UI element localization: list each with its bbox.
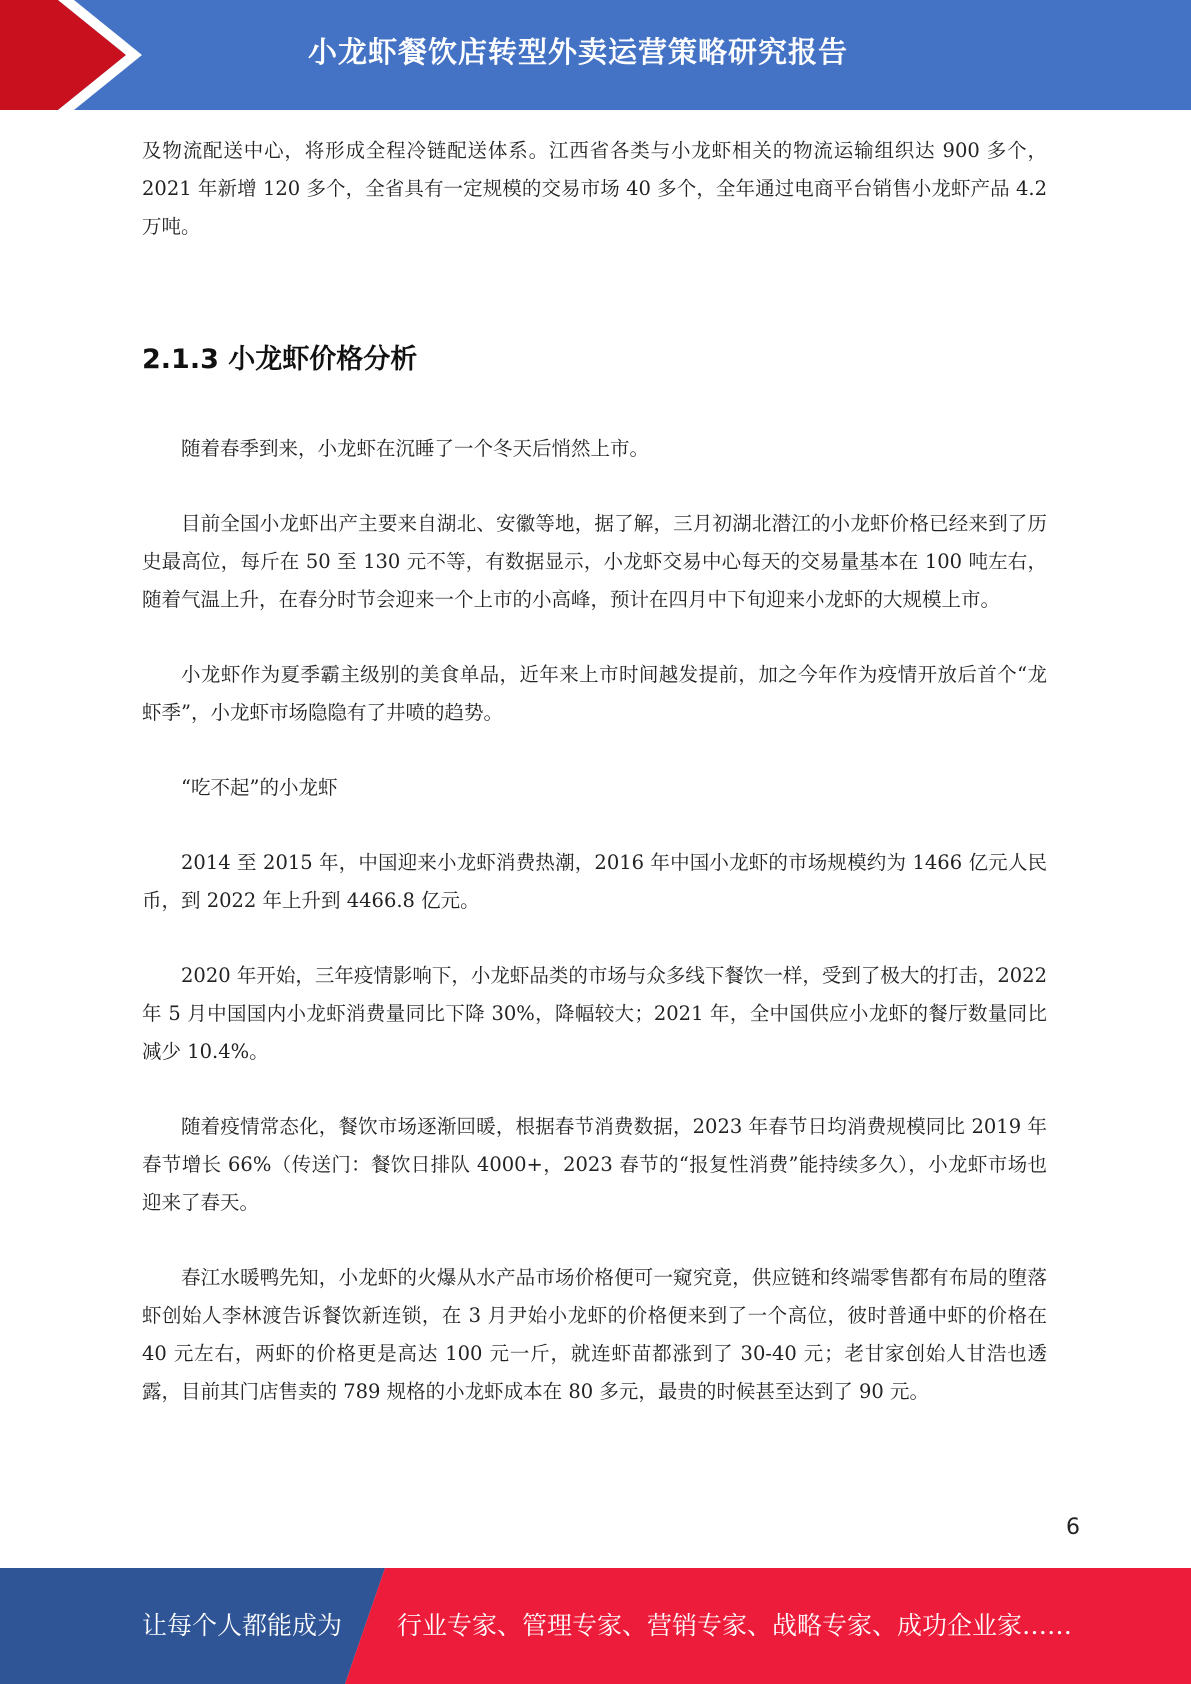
paragraph-5: 2020 年开始，三年疫情影响下，小龙虾品类的市场与众多线下餐饮一样，受到了极大的打击，2022 年 5 月中国国内小龙虾消费量同比下降 30%，降幅较大；2021 年，全中国供应小龙虾的餐厅数量同比减少 10.4%。 [142,964,1047,1063]
header-arrow-decoration [0,0,160,110]
paragraph-4: 2014 至 2015 年，中国迎来小龙虾消费热潮，2016 年中国小龙虾的市场规模约为 1466 亿元人民币，到 2022 年上升到 4466.8 亿元。 [142,851,1047,912]
paragraph-6: 随着疫情常态化，餐饮市场逐渐回暖，根据春节消费数据，2023 年春节日均消费规模同比 2019 年春节增长 66%（传送门：餐饮日排队 4000+，2023 春节的“报复性消费”能持续多久），小龙虾市场也迎来了春天。 [142,1115,1047,1214]
page-header [0,0,1191,110]
page-number: 6 [1066,1515,1080,1540]
document-title: 小龙虾餐饮店转型外卖运营策略研究报告 [307,34,848,69]
paragraph-7: 春江水暖鸭先知，小龙虾的火爆从水产品市场价格便可一窥究竟，供应链和终端零售都有布局的堕落虾创始人李林渡告诉餐饮新连锁，在 3 月尹始小龙虾的价格便来到了一个高位，彼时普通中虾的价格在 40 元左右，两虾的价格更是高达 100 元一斤，就连虾苗都涨到了 30-40 元；老甘家创始人甘浩也透露，目前其门店售卖的 789 规格的小龙虾成本在 80 多元，最贵的时候甚至达到了 90 元。 [142,1266,1047,1403]
paragraph-2: 目前全国小龙虾出产主要来自湖北、安徽等地，据了解，三月初湖北潜江的小龙虾价格已经来到了历史最高位，每斤在 50 至 130 元不等，有数据显示，小龙虾交易中心每天的交易量基本在 100 吨左右，随着气温上升，在春分时节会迎来一个上市的小高峰，预计在四月中下旬迎来小龙虾的大规模上市。 [142,512,1047,611]
section-heading: 2.1.3 小龙虾价格分析 [142,344,418,375]
page-footer [0,1568,1191,1684]
footer-slogan-left: 让每个人都能成为 [142,1611,343,1640]
intro-paragraph: 及物流配送中心，将形成全程冷链配送体系。江西省各类与小龙虾相关的物流运输组织达 900 多个，2021 年新增 120 多个，全省具有一定规模的交易市场 40 多个，全年通过电商平台销售小龙虾产品 4.2 万吨。 [142,139,1047,238]
document-body [142,132,1047,1411]
footer-slogan-right: 行业专家、管理专家、营销专家、战略专家、成功企业家…… [397,1611,1073,1640]
subheading-paragraph: “吃不起”的小龙虾 [181,776,338,799]
paragraph-1: 随着春季到来，小龙虾在沉睡了一个冬天后悄然上市。 [181,437,650,460]
paragraph-3: 小龙虾作为夏季霸主级别的美食单品，近年来上市时间越发提前，加之今年作为疫情开放后首个“龙虾季”，小龙虾市场隐隐有了井喷的趋势。 [142,663,1047,724]
